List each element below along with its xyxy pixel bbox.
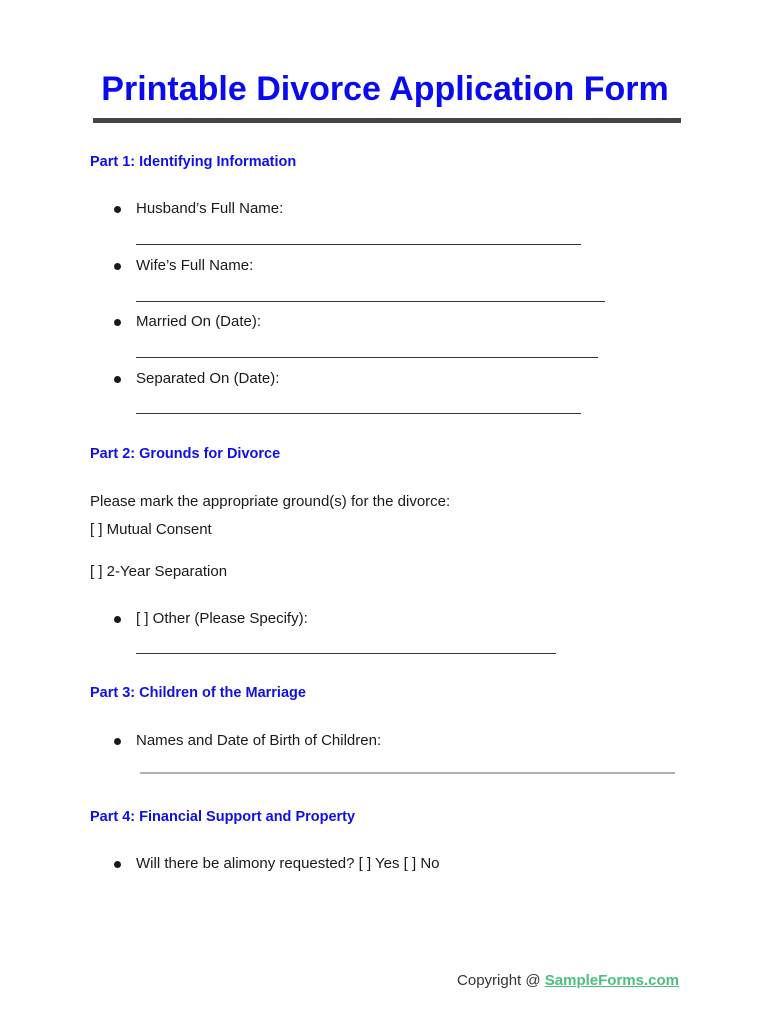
bullet-icon bbox=[114, 206, 121, 213]
bullet-icon bbox=[114, 376, 121, 383]
married-date-field[interactable] bbox=[136, 357, 598, 358]
page-title: Printable Divorce Application Form bbox=[101, 70, 669, 108]
part1-heading: Part 1: Identifying Information bbox=[90, 154, 297, 170]
bullet-icon bbox=[114, 319, 121, 326]
wife-name-label: Wife’s Full Name: bbox=[136, 257, 254, 274]
mutual-consent-option[interactable]: [ ] Mutual Consent bbox=[90, 521, 212, 538]
separation-option[interactable]: [ ] 2-Year Separation bbox=[90, 563, 228, 580]
copyright-text: Copyright @ bbox=[457, 972, 545, 989]
sampleforms-link[interactable]: SampleForms.com bbox=[544, 972, 679, 989]
other-specify-field[interactable] bbox=[136, 653, 556, 654]
part3-heading: Part 3: Children of the Marriage bbox=[90, 685, 306, 701]
grounds-instruction: Please mark the appropriate ground(s) for the divorce: bbox=[90, 493, 451, 510]
wife-name-field[interactable] bbox=[136, 301, 605, 302]
bullet-icon bbox=[114, 616, 121, 623]
title-divider bbox=[93, 118, 681, 123]
separated-date-label: Separated On (Date): bbox=[136, 370, 280, 387]
children-field[interactable] bbox=[140, 772, 675, 774]
bullet-icon bbox=[114, 263, 121, 270]
alimony-question[interactable]: Will there be alimony requested? [ ] Yes [ ] No bbox=[136, 855, 440, 872]
husband-name-label: Husband’s Full Name: bbox=[136, 200, 284, 217]
part4-heading: Part 4: Financial Support and Property bbox=[90, 809, 356, 825]
part2-heading: Part 2: Grounds for Divorce bbox=[90, 446, 281, 462]
married-date-label: Married On (Date): bbox=[136, 313, 262, 330]
copyright-footer bbox=[457, 972, 679, 989]
husband-name-field[interactable] bbox=[136, 244, 581, 245]
bullet-icon bbox=[114, 861, 121, 868]
bullet-icon bbox=[114, 738, 121, 745]
separated-date-field[interactable] bbox=[136, 413, 581, 414]
other-option[interactable]: [ ] Other (Please Specify): bbox=[136, 610, 308, 627]
children-label: Names and Date of Birth of Children: bbox=[136, 732, 382, 749]
